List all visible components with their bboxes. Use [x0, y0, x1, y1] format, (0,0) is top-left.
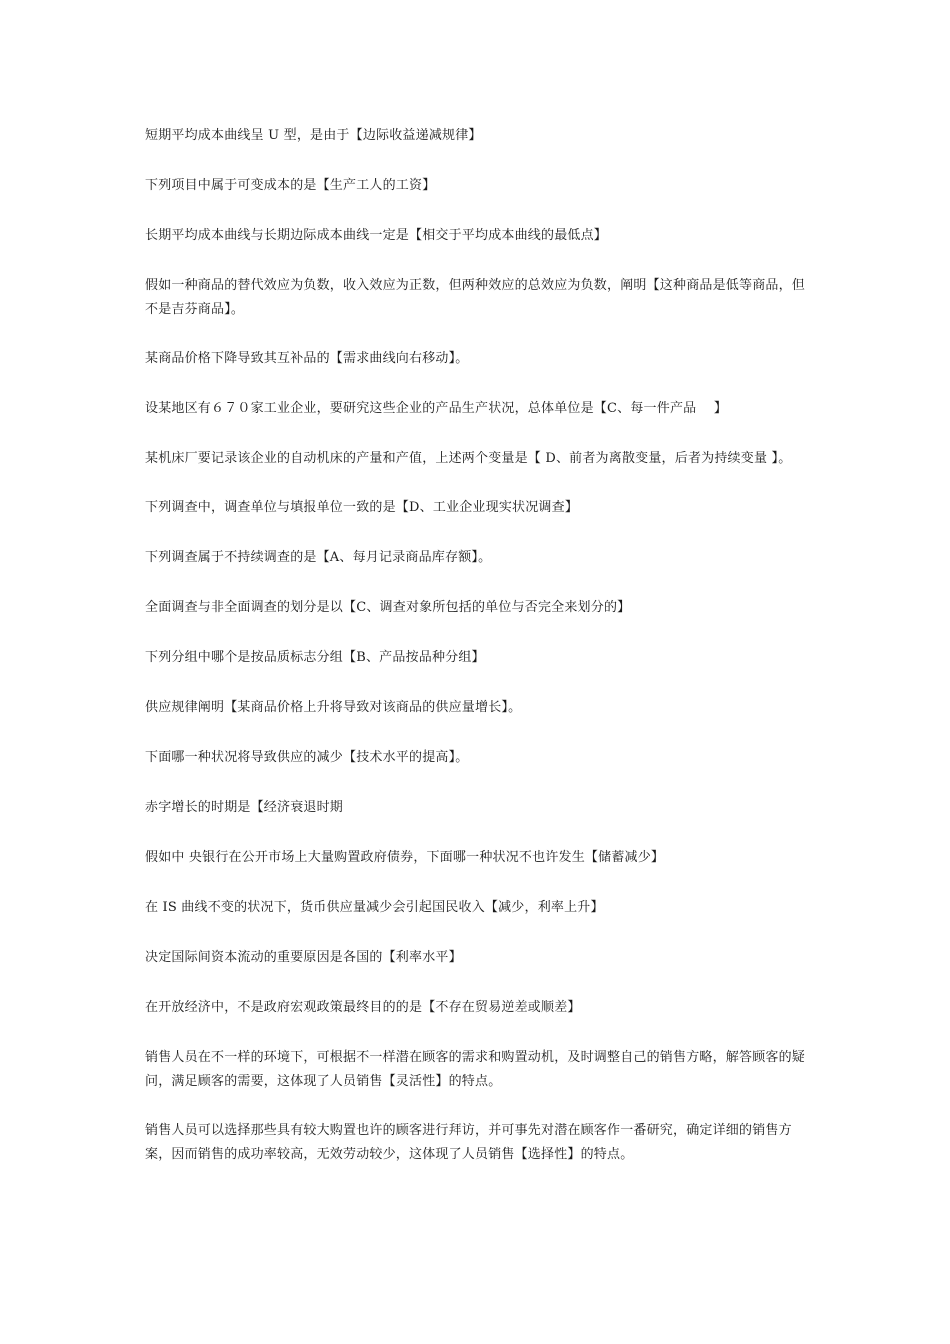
paragraph: 某机床厂要记录该企业的自动机床的产量和产值，上述两个变量是【 D、前者为离散变量，后者为持续变量 】。 [145, 451, 792, 466]
paragraph: 在 IS 曲线不变的状况下，货币供应量减少会引起国民收入【减少，利率上升】 [145, 900, 604, 915]
paragraph: 赤字增长的时期是【经济衰退时期 [145, 800, 344, 815]
paragraph: 设某地区有６７０家工业企业，要研究这些企业的产品生产状况，总体单位是【C、每一件产品 】 [145, 401, 728, 416]
paragraph: 下列调查中，调查单位与填报单位一致的是【D、工业企业现实状况调查】 [145, 500, 579, 515]
paragraph: 下列调查属于不持续调查的是【A、每月记录商品库存额】。 [145, 550, 492, 565]
paragraph: 全面调查与非全面调查的划分是以【C、调查对象所包括的单位与否完全来划分的】 [145, 600, 631, 615]
document-body [145, 124, 810, 1192]
paragraph: 下列分组中哪个是按品质标志分组【B、产品按品种分组】 [145, 650, 485, 665]
paragraph: 短期平均成本曲线呈 U 型，是由于【边际收益递减规律】 [145, 128, 482, 143]
paragraph: 下列项目中属于可变成本的是【生产工人的工资】 [145, 178, 436, 193]
paragraph: 假如一种商品的替代效应为负数，收入效应为正数，但两种效应的总效应为负数，阐明【这种商品是低等商品，但不是吉芬商品】。 [145, 278, 806, 317]
paragraph: 销售人员在不一样的环境下，可根据不一样潜在顾客的需求和购置动机，及时调整自己的销售方略，解答顾客的疑问，满足顾客的需要，这体现了人员销售【灵活性】的特点。 [145, 1050, 806, 1089]
paragraph: 下面哪一种状况将导致供应的减少【技术水平的提高】。 [145, 750, 469, 765]
paragraph: 假如中 央银行在公开市场上大量购置政府债券，下面哪一种状况不也许发生【储蓄减少】 [145, 850, 665, 865]
paragraph: 决定国际间资本流动的重要原因是各国的【利率水平】 [145, 950, 462, 965]
paragraph: 在开放经济中，不是政府宏观政策最终目的的是【不存在贸易逆差或顺差】 [145, 1000, 581, 1015]
paragraph: 销售人员可以选择那些具有较大购置也许的顾客进行拜访，并可事先对潜在顾客作一番研究，确定详细的销售方案，因而销售的成功率较高，无效劳动较少，这体现了人员销售【选择性】的特点。 [145, 1123, 792, 1162]
paragraph: 供应规律阐明【某商品价格上升将导致对该商品的供应量增长】。 [145, 700, 522, 715]
paragraph: 长期平均成本曲线与长期边际成本曲线一定是【相交于平均成本曲线的最低点】 [145, 228, 608, 243]
paragraph: 某商品价格下降导致其互补品的【需求曲线向右移动】。 [145, 351, 469, 366]
